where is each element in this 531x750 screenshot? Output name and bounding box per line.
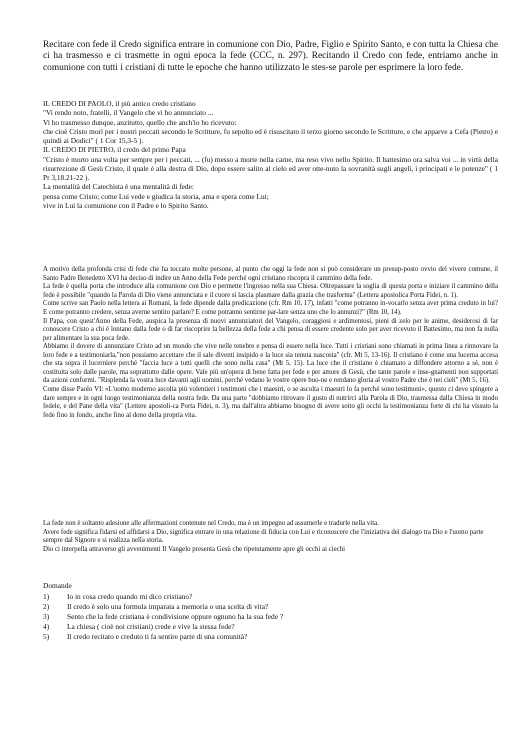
credo-pietro-text: "Cristo è morto una volta per sempre per i peccati, ... (fu) messo a morte nella carne, ma reso vivo nello Spirito. Il battesimo ora salva voi ... in virtù della risurrezione di Gesù Cristo, il quale è alla destra di Dio, dopo essere salito al cielo ed aver otte-nuto la sovranità sugli angeli, i principati e le potenze" ( 1 Pr 3,18.21-22 ).: [43, 154, 498, 182]
catechista-title: La mentalità del Catechista è una mentalità di fede:: [43, 182, 194, 192]
question-item: [43, 602, 498, 612]
question-number: 5): [43, 631, 50, 641]
credo-pietro-title: IL CREDO DI PIETRO, il credo del primo Papa: [43, 145, 186, 155]
body-paragraph: La fede è quella porta che introduce alla comunione con Dio e permette l'ingresso nella sua Chiesa. Oltrepassare la soglia di questa porta e iniziare il cammino della fede è possibile "quando la Parola di Dio viene annunciata e il cuore si lascia plasmare dalla grazia che trasforma" (Lettera apostolica Porta Fidei, n. 1).: [43, 283, 498, 299]
credo-paolo-title: IL CREDO DI PAOLO, il più antico credo cristiano: [43, 99, 196, 108]
body-section: [43, 266, 498, 420]
question-item: [43, 592, 498, 602]
intro-paragraph: [43, 40, 498, 74]
body-paragraph: A motivo della profonda crisi di fede che ha toccato molte persone, al punto che oggi la fede non si può considerare un presup-posto ovvio del vivere comune, il Santo Padre Benedetto XVI ha deciso di indire un Anno della Fede perché ogni cristiano riscopra il cammino della fede.: [43, 266, 498, 282]
creeds-section: [43, 99, 498, 210]
credo-paolo-line: Vi ho trasmesso dunque, anzitutto, quello che anch'io ho ricevuto:: [43, 117, 237, 127]
closing-line: Avere fede significa fidarsi ed affidarsi a Dio, significa entrare in una relazione di fiducia con Lui e riconoscere che l'iniziativa dei dialogo tra Dio e l'uomo parte sempre dal Signore e si realizza nella storia.: [43, 528, 484, 545]
question-number: 2): [43, 601, 50, 611]
question-number: 1): [43, 591, 50, 601]
body-paragraph: Il Papa, con quest'Anno della Fede, auspica la presenza di nuovi annunziatori del Vangelo, coraggiosi e ardimentosi, pieni di zelo per le anime, desiderosi di far conoscere Cristo a chi è lontano dalla fede o di far riscoprire la bellezza della fede a chi pensa di essere credente solo per aver ricevuto il Battesimo, ma non fa nulla per alimentare la sua poca fede.: [43, 317, 498, 342]
question-text: Il credo recitato e creduto ti fa sentire parte di una comunità?: [67, 631, 248, 641]
question-text: Sento che la fede cristiana è condivisione oppure ognuno ha la sua fede ?: [67, 611, 284, 621]
closing-section: [43, 520, 498, 554]
question-item: [43, 622, 498, 632]
question-text: Il credo è solo una formula imparata a memoria o una scelta di vita?: [67, 601, 269, 611]
credo-paolo-line: "Vi rendo noto, fratelli, il Vangelo che vi ho annunciato ...: [43, 108, 214, 118]
question-item: [43, 612, 498, 622]
credo-paolo-line: che cioè Cristo morì per i nostri peccati secondo le Scritture, fu sepolto ed è risuscitato il terzo giorno secondo le Scritture, e che apparve a Cefa (Pietro) e quindi ai Dodici" ( 1 Cor 15,3-5 ).: [43, 126, 498, 145]
closing-line: La fede non è soltanto adesione alle affermazioni contenute nel Credo, ma è un impegno ad assumerle e tradurle nella vita.: [43, 520, 379, 527]
question-item: [43, 632, 498, 642]
closing-line: Dio ci interpella attraverso gli avvenimenti Il Vangelo presenta Gesù che ripetutamente apre gli occhi ai ciechi: [43, 545, 346, 553]
body-paragraph: Abbiamo il dovere di annunziare Cristo ad un mondo che vive nelle tenebre e pensa di essere nella luce. Tutti i cristiani sono chiamati in prima linea a rinnovare la loro fede e a testimoniarla,"non possiamo accettare che il sale diventi insipido e la luce sia tenuta nascosta" (cfr. Mt 5, 13-16). Il cristiano è come una lucerna accesa che sta sopra il lucerniere perché "faccia luce a tutti quelli che sono nella casa" (Mt 5, 15). La luce che il cristiano è chiamato a diffondere attorno a sé, non è costituita solo dalle parole, ma soprattutto dalle opere. Vale più un'opera di bene fatta per fede e per amore di Gesù, che tante parole e inse-gnamenti non supportati da azioni conformi. "Risplenda la vostra luce davanti agli uomini, perché vedano le vostre opere buo-ne e rendano gloria al vostro Padre che è nei cieli" (Mt 5, 16).: [43, 343, 498, 385]
catechista-line: vive in Lui la comunione con il Padre e lo Spirito Santo.: [43, 200, 209, 210]
questions-title: Domande: [43, 581, 72, 590]
body-paragraph: Come disse Paolo VI: «L'uomo moderno ascolta più volentieri i testimoni che i maestri, o se ascolta i maestri lo fa perché sono testimoni», questo ci deve spingere a dare sempre e in ogni luogo testimonianza della nostra fede. Da una parte "dobbiamo ritrovare il gusto di nutrirci alla Parola di Dio, trasmessa dalla Chiesa in modo fedele, e del Pane della vita" (Lettere apostoli-ca Porta Fidei, n. 3), ma dall'altra abbiamo bisogno di avere sotto gli occhi la testimonianza forte di chi ha vissuto la fede fino in fondo, anche fino al dono della propria vita.: [43, 386, 498, 419]
catechista-line: pensa come Cristo; come Lui vede e giudica la storia, ama e spera come Lui;: [43, 191, 269, 201]
questions-section: [43, 581, 498, 641]
question-text: La chiesa ( cioè noi cristiani) crede e vive la stessa fede?: [67, 621, 235, 631]
body-paragraph: Come scrive san Paolo nella lettera ai Romani, la fede dipende dalla predicazione (cfr. Rm 10, 17), infatti "come potranno in-vocarlo senza aver prima creduto in lui? E come potranno credere, senza averne sentito parlare? E come potranno sentirne par-lare senza uno che lo annunzi?" (Rm 10, 14).: [43, 300, 498, 316]
question-number: 4): [43, 621, 50, 631]
question-number: 3): [43, 611, 50, 621]
intro-text: Recitare con fede il Credo significa entrare in comunione con Dio, Padre, Figlio e Spirito Santo, e con tutta la Chiesa che ci ha trasmesso e ci trasmette in ogni epoca la fede (CCC, n. 297). Recitando il Credo con fede, entriamo anche in comunione con tutti i cristiani di tutte le epoche che hanno utilizzato le stes-se parole per esprimere la loro fede.: [43, 40, 498, 73]
question-text: Io in cosa credo quando mi dico cristiano?: [67, 591, 193, 601]
